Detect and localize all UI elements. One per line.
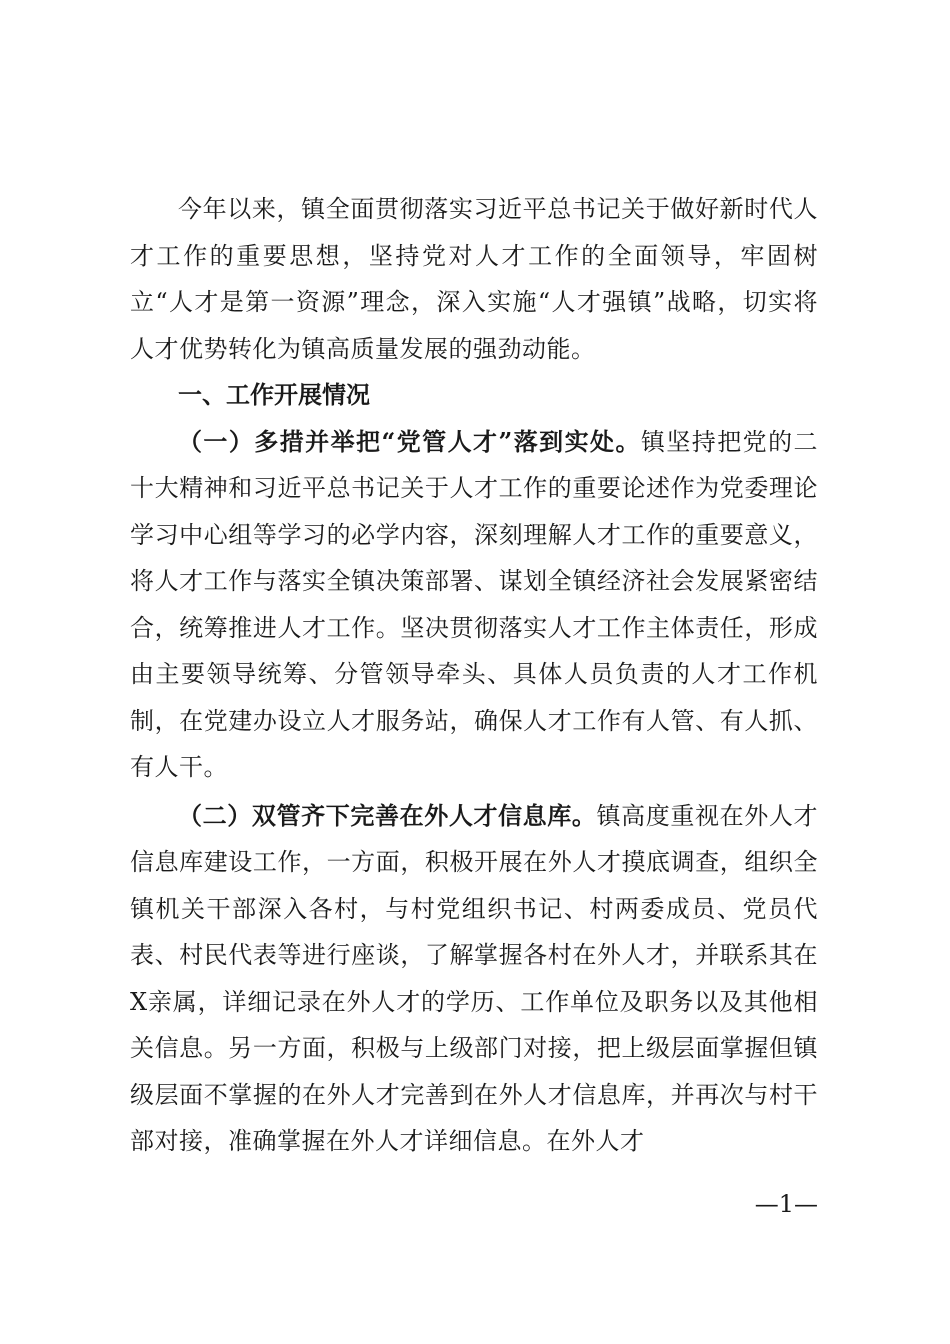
document-body: [130, 186, 818, 1165]
intro-paragraph: 今年以来，镇全面贯彻落实习近平总书记关于做好新时代人才工作的重要思想，坚持党对人才工作的全面领导，牢固树立“人才是第一资源”理念，深入实施“人才强镇”战略，切实将人才优势转化为镇高质量发展的强劲动能。: [130, 195, 818, 363]
section-heading: 一、工作开展情况: [178, 381, 370, 409]
page-number: —1—: [754, 1190, 818, 1218]
item-title: （一）多措并举把“党管人才”落到实处。: [178, 426, 641, 456]
section-item-2: [130, 793, 818, 1165]
item-body: 镇坚持把党的二十大精神和习近平总书记关于人才工作的重要论述作为党委理论学习中心组等学习的必学内容，深刻理解人才工作的重要意义，将人才工作与落实全镇决策部署、谋划全镇经济社会发展紧密结合，统筹推进人才工作。坚决贯彻落实人才工作主体责任，形成由主要领导统筹、分管领导牵头、具体人员负责的人才工作机制，在党建办设立人才服务站，确保人才工作有人管、有人抓、有人干。: [130, 427, 819, 781]
section-item-1: [130, 419, 818, 791]
item-title: （二）双管齐下完善在外人才信息库。: [178, 800, 597, 830]
item-body: 镇高度重视在外人才信息库建设工作，一方面，积极开展在外人才摸底调查，组织全镇机关干部深入各村，与村党组织书记、村两委成员、党员代表、村民代表等进行座谈，了解掌握各村在外人才，并联系其在X亲属，详细记录在外人才的学历、工作单位及职务以及其他相关信息。另一方面，积极与上级部门对接，把上级层面掌握但镇级层面不掌握的在外人才完善到在外人才信息库，并再次与村干部对接，准确掌握在外人才详细信息。在外人才: [130, 801, 819, 1155]
